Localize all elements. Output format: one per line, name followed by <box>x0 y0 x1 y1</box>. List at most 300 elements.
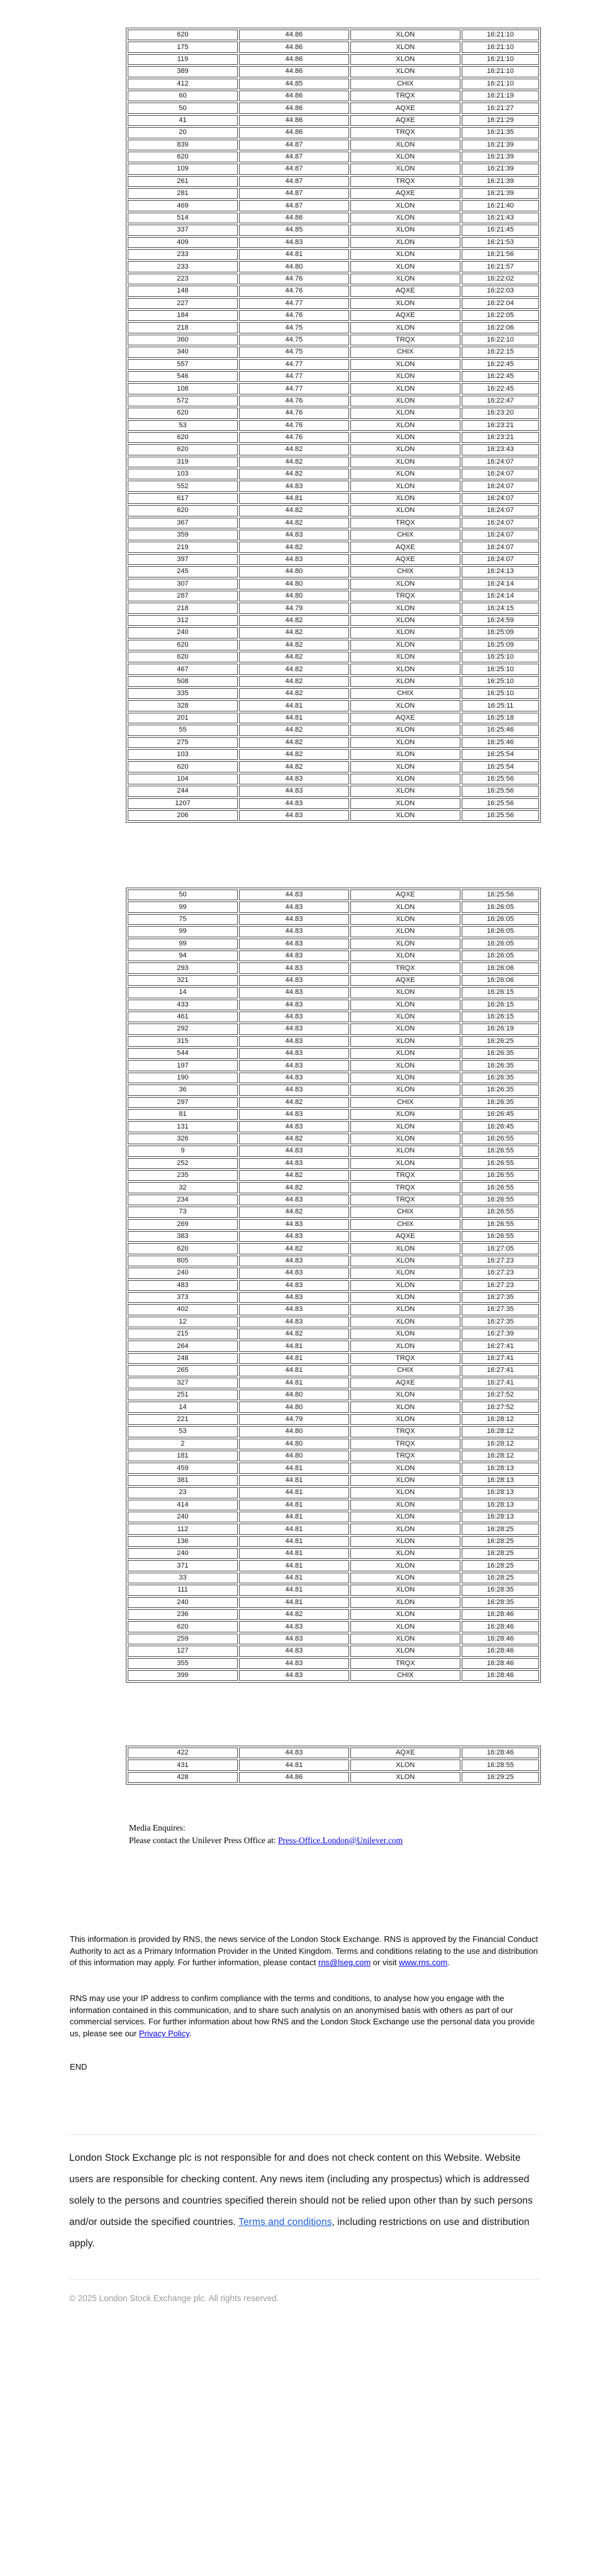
trade-row <box>128 1573 539 1583</box>
trade-cell-price: 44.83 <box>239 774 349 784</box>
trade-cell-venue: CHIX <box>350 79 460 89</box>
trade-cell-time: 16:28:13 <box>462 1500 539 1510</box>
rns-disclaimer-paragraph-1 <box>70 1934 546 1969</box>
trade-row <box>128 1585 539 1595</box>
trade-cell-volume: 508 <box>128 676 238 687</box>
trade-row <box>128 962 539 973</box>
trade-cell-price: 44.82 <box>239 676 349 687</box>
trade-cell-venue: XLON <box>350 200 460 211</box>
trade-cell-venue: CHIX <box>350 1219 460 1230</box>
trade-cell-volume: 326 <box>128 1134 238 1144</box>
trade-row <box>128 335 539 345</box>
trade-cell-time: 16:28:25 <box>462 1573 539 1583</box>
trade-cell-venue: XLON <box>350 1487 460 1498</box>
trade-row <box>128 1560 539 1571</box>
trade-cell-time: 16:26:55 <box>462 1134 539 1144</box>
trade-cell-time: 16:26:55 <box>462 1219 539 1230</box>
trade-cell-time: 16:24:07 <box>462 493 539 504</box>
trade-cell-time: 16:27:41 <box>462 1353 539 1364</box>
trade-cell-time: 16:28:25 <box>462 1524 539 1534</box>
trade-cell-price: 44.81 <box>239 1341 349 1351</box>
lse-footer-text-1: London Stock Exchange plc is not responsible for and does not check content on this Website. Website users are responsible for checking content. Any news item (including any prospectus) which is addressed solely to the persons and countries specified therein should not be relied upon other than by such persons and/or outside the specified countries. <box>69 2153 533 2228</box>
trade-cell-volume: 184 <box>128 310 238 321</box>
trade-cell-time: 16:26:55 <box>462 1158 539 1169</box>
trade-cell-price: 44.83 <box>239 1621 349 1632</box>
trade-cell-price: 44.75 <box>239 322 349 333</box>
trade-row <box>128 1609 539 1620</box>
trade-row <box>128 261 539 272</box>
trade-row <box>128 1097 539 1108</box>
media-enquiries-block <box>129 1822 519 1846</box>
trade-cell-price: 44.80 <box>239 261 349 272</box>
trade-cell-venue: XLON <box>350 1329 460 1339</box>
trade-cell-venue: XLON <box>350 1073 460 1083</box>
trade-cell-venue: XLON <box>350 1109 460 1120</box>
trade-cell-price: 44.82 <box>239 542 349 552</box>
trade-cell-time: 16:21:39 <box>462 140 539 150</box>
trade-cell-venue: TRQX <box>350 1170 460 1181</box>
trade-cell-time: 16:22:02 <box>462 274 539 284</box>
trade-cell-price: 44.83 <box>239 1012 349 1022</box>
trade-cell-time: 16:23:20 <box>462 408 539 418</box>
trade-row <box>128 810 539 821</box>
trade-cell-price: 44.75 <box>239 347 349 357</box>
trade-cell-venue: AQXE <box>350 542 460 552</box>
trade-cell-price: 44.86 <box>239 103 349 113</box>
trade-cell-venue: AQXE <box>350 188 460 199</box>
trade-cell-time: 16:28:46 <box>462 1748 539 1758</box>
trade-cell-venue: XLON <box>350 420 460 431</box>
trade-cell-price: 44.76 <box>239 310 349 321</box>
trade-cell-venue: XLON <box>350 774 460 784</box>
trade-cell-venue: TRQX <box>350 518 460 528</box>
trade-cell-volume: 119 <box>128 54 238 65</box>
trade-cell-venue: XLON <box>350 1280 460 1291</box>
trade-cell-venue: XLON <box>350 652 460 662</box>
trade-cell-venue: CHIX <box>350 688 460 699</box>
trade-cell-venue: XLON <box>350 1023 460 1034</box>
trade-cell-price: 44.81 <box>239 1463 349 1473</box>
trade-cell-time: 16:24:07 <box>462 554 539 565</box>
trade-cell-time: 16:25:46 <box>462 737 539 748</box>
trade-cell-venue: XLON <box>350 30 460 40</box>
trade-cell-time: 16:28:55 <box>462 1759 539 1770</box>
trade-cell-time: 16:23:43 <box>462 444 539 455</box>
trade-row <box>128 1121 539 1132</box>
trade-row <box>128 1195 539 1205</box>
trade-cell-volume: 131 <box>128 1121 238 1132</box>
trade-row <box>128 1634 539 1644</box>
rns-para1-mid-text: or visit <box>370 1958 399 1968</box>
trade-cell-price: 44.81 <box>239 1759 349 1770</box>
trade-cell-venue: XLON <box>350 1536 460 1547</box>
trade-cell-price: 44.83 <box>239 1231 349 1242</box>
trade-cell-price: 44.83 <box>239 1109 349 1120</box>
trade-cell-time: 16:25:18 <box>462 713 539 723</box>
trade-cell-venue: AQXE <box>350 1378 460 1388</box>
trade-cell-venue: XLON <box>350 1256 460 1266</box>
trade-cell-venue: AQXE <box>350 889 460 900</box>
trade-row <box>128 54 539 65</box>
trade-cell-venue: XLON <box>350 469 460 479</box>
trade-cell-time: 16:26:35 <box>462 1084 539 1095</box>
trade-cell-volume: 55 <box>128 725 238 735</box>
trade-row <box>128 1439 539 1449</box>
trade-cell-time: 16:26:05 <box>462 939 539 949</box>
trade-row <box>128 1048 539 1059</box>
trade-cell-time: 16:26:55 <box>462 1231 539 1242</box>
trade-cell-price: 44.83 <box>239 1646 349 1656</box>
trade-cell-volume: 297 <box>128 1097 238 1108</box>
trade-cell-time: 16:25:10 <box>462 676 539 687</box>
trade-cell-price: 44.83 <box>239 786 349 796</box>
trade-cell-price: 44.77 <box>239 383 349 394</box>
trade-cell-time: 16:27:35 <box>462 1292 539 1303</box>
trade-cell-price: 44.86 <box>239 42 349 52</box>
trade-cell-time: 16:26:55 <box>462 1146 539 1156</box>
trade-cell-time: 16:21:10 <box>462 79 539 89</box>
trade-cell-volume: 328 <box>128 700 238 711</box>
trade-cell-price: 44.80 <box>239 1426 349 1437</box>
trade-cell-time: 16:27:41 <box>462 1365 539 1376</box>
trade-cell-price: 44.82 <box>239 1609 349 1620</box>
trade-row <box>128 1329 539 1339</box>
trade-cell-time: 16:21:57 <box>462 261 539 272</box>
trade-cell-price: 44.86 <box>239 213 349 223</box>
trade-cell-time: 16:26:35 <box>462 1073 539 1083</box>
trade-cell-time: 16:21:39 <box>462 152 539 162</box>
trade-cell-time: 16:24:59 <box>462 615 539 626</box>
trade-cell-venue: XLON <box>350 810 460 821</box>
trade-cell-volume: 236 <box>128 1609 238 1620</box>
trade-cell-venue: TRQX <box>350 1353 460 1364</box>
trade-cell-volume: 148 <box>128 286 238 296</box>
trade-cell-price: 44.83 <box>239 1304 349 1315</box>
trade-cell-volume: 14 <box>128 1402 238 1412</box>
trade-row <box>128 176 539 187</box>
trade-row <box>128 1243 539 1254</box>
trade-cell-time: 16:25:10 <box>462 664 539 674</box>
trade-cell-venue: CHIX <box>350 347 460 357</box>
trade-cell-venue: XLON <box>350 1500 460 1510</box>
trade-row <box>128 140 539 150</box>
trade-cell-venue: XLON <box>350 761 460 772</box>
trade-row <box>128 1341 539 1351</box>
trade-row <box>128 347 539 357</box>
trade-row <box>128 79 539 89</box>
footer-top-divider <box>69 2134 541 2135</box>
trade-row <box>128 505 539 516</box>
trade-cell-price: 44.82 <box>239 664 349 674</box>
trade-cell-volume: 335 <box>128 688 238 699</box>
trade-cell-price: 44.82 <box>239 1243 349 1254</box>
trade-cell-volume: 50 <box>128 889 238 900</box>
trade-cell-price: 44.82 <box>239 737 349 748</box>
trade-cell-venue: XLON <box>350 164 460 174</box>
trade-row <box>128 91 539 101</box>
trade-cell-volume: 469 <box>128 200 238 211</box>
trade-cell-time: 16:26:45 <box>462 1109 539 1120</box>
trade-cell-time: 16:28:35 <box>462 1597 539 1608</box>
trade-cell-volume: 20 <box>128 127 238 138</box>
trade-row <box>128 359 539 370</box>
trade-cell-time: 16:28:25 <box>462 1536 539 1547</box>
copyright-notice: © 2025 London Stock Exchange plc. All rights reserved. <box>69 2294 279 2303</box>
trade-cell-venue: XLON <box>350 225 460 235</box>
trade-cell-volume: 422 <box>128 1748 238 1758</box>
trade-cell-volume: 381 <box>128 1475 238 1486</box>
trade-row <box>128 1023 539 1034</box>
trade-cell-volume: 244 <box>128 786 238 796</box>
trade-cell-volume: 240 <box>128 1548 238 1559</box>
trade-cell-price: 44.83 <box>239 1121 349 1132</box>
trade-cell-volume: 373 <box>128 1292 238 1303</box>
trade-cell-volume: 50 <box>128 103 238 113</box>
trade-cell-price: 44.81 <box>239 1512 349 1522</box>
end-marker: END <box>70 2062 87 2071</box>
trade-cell-volume: 181 <box>128 1451 238 1461</box>
trade-row <box>128 1231 539 1242</box>
trade-cell-volume: 620 <box>128 408 238 418</box>
trade-cell-volume: 53 <box>128 1426 238 1437</box>
trade-row <box>128 627 539 638</box>
trade-cell-volume: 397 <box>128 554 238 565</box>
trade-cell-price: 44.87 <box>239 152 349 162</box>
trade-cell-price: 44.83 <box>239 901 349 912</box>
trade-cell-price: 44.86 <box>239 30 349 40</box>
media-enquiries-line <box>129 1834 519 1847</box>
trade-cell-time: 16:28:12 <box>462 1451 539 1461</box>
trade-cell-price: 44.81 <box>239 700 349 711</box>
trade-row <box>128 1000 539 1010</box>
trade-cell-volume: 359 <box>128 530 238 540</box>
trade-row <box>128 640 539 650</box>
trade-row <box>128 200 539 211</box>
trade-cell-venue: TRQX <box>350 127 460 138</box>
trade-cell-time: 16:21:29 <box>462 115 539 126</box>
trade-cell-volume: 433 <box>128 1000 238 1010</box>
trade-row <box>128 652 539 662</box>
trade-row <box>128 1536 539 1547</box>
trade-cell-volume: 2 <box>128 1439 238 1449</box>
trade-row <box>128 1073 539 1083</box>
trade-row <box>128 889 539 900</box>
rns-email-link[interactable]: rns@lseg.com <box>318 1958 371 1968</box>
trade-cell-time: 16:26:15 <box>462 1000 539 1010</box>
trade-cell-venue: AQXE <box>350 713 460 723</box>
terms-and-conditions-link[interactable]: Terms and conditions <box>238 2217 332 2228</box>
trade-cell-time: 16:21:35 <box>462 127 539 138</box>
trade-cell-price: 44.76 <box>239 274 349 284</box>
trade-cell-volume: 14 <box>128 987 238 998</box>
trade-cell-volume: 104 <box>128 774 238 784</box>
trade-cell-venue: XLON <box>350 1121 460 1132</box>
trade-row <box>128 725 539 735</box>
trade-cell-price: 44.81 <box>239 1536 349 1547</box>
trade-cell-volume: 617 <box>128 493 238 504</box>
trade-cell-time: 16:27:35 <box>462 1317 539 1327</box>
trade-cell-venue: XLON <box>350 1524 460 1534</box>
trade-cell-venue: XLON <box>350 140 460 150</box>
trade-cell-volume: 218 <box>128 322 238 333</box>
trade-cell-volume: 111 <box>128 1585 238 1595</box>
trade-cell-venue: AQXE <box>350 286 460 296</box>
trade-cell-venue: XLON <box>350 798 460 809</box>
trade-cell-time: 16:24:14 <box>462 591 539 601</box>
trade-cell-time: 16:26:05 <box>462 951 539 961</box>
trade-cell-price: 44.80 <box>239 1390 349 1400</box>
trade-cell-price: 44.83 <box>239 1670 349 1681</box>
trade-cell-venue: AQXE <box>350 1231 460 1242</box>
trade-cell-price: 44.86 <box>239 66 349 77</box>
trade-cell-price: 44.82 <box>239 688 349 699</box>
trade-cell-volume: 41 <box>128 115 238 126</box>
trade-cell-venue: XLON <box>350 1646 460 1656</box>
trade-cell-volume: 355 <box>128 1658 238 1669</box>
trade-cell-price: 44.83 <box>239 939 349 949</box>
trade-row <box>128 1748 539 1758</box>
trade-cell-volume: 223 <box>128 274 238 284</box>
trade-cell-time: 16:26:06 <box>462 962 539 973</box>
trade-row <box>128 1219 539 1230</box>
trade-cell-venue: XLON <box>350 54 460 65</box>
trade-cell-time: 16:25:46 <box>462 725 539 735</box>
trade-cell-price: 44.80 <box>239 1439 349 1449</box>
press-office-email-link[interactable]: Press-Office.London@Unilever.com <box>278 1835 403 1845</box>
trade-cell-venue: XLON <box>350 383 460 394</box>
rns-disclaimer-paragraph-2 <box>70 1993 546 2040</box>
trade-cell-time: 16:24:07 <box>462 542 539 552</box>
trade-cell-venue: XLON <box>350 1390 460 1400</box>
trade-cell-venue: XLON <box>350 66 460 77</box>
trade-cell-volume: 402 <box>128 1304 238 1315</box>
trade-cell-venue: XLON <box>350 640 460 650</box>
trade-cell-price: 44.83 <box>239 1748 349 1758</box>
trade-cell-price: 44.83 <box>239 889 349 900</box>
trade-row <box>128 103 539 113</box>
trade-row <box>128 1292 539 1303</box>
trade-cell-price: 44.82 <box>239 1329 349 1339</box>
trade-cell-price: 44.77 <box>239 298 349 309</box>
trade-cell-volume: 340 <box>128 347 238 357</box>
trade-row <box>128 115 539 126</box>
trade-cell-price: 44.79 <box>239 1414 349 1425</box>
trade-cell-volume: 127 <box>128 1646 238 1656</box>
trade-cell-volume: 109 <box>128 164 238 174</box>
trade-row <box>128 987 539 998</box>
trade-cell-time: 16:24:13 <box>462 566 539 577</box>
trade-cell-venue: XLON <box>350 1402 460 1412</box>
trade-row <box>128 1182 539 1193</box>
trade-cell-time: 16:21:53 <box>462 237 539 248</box>
trade-cell-venue: XLON <box>350 1304 460 1315</box>
trade-cell-volume: 544 <box>128 1048 238 1059</box>
trade-cell-venue: AQXE <box>350 103 460 113</box>
trade-cell-volume: 99 <box>128 939 238 949</box>
trade-cell-time: 16:21:10 <box>462 66 539 77</box>
trade-cell-venue: XLON <box>350 1134 460 1144</box>
trade-row <box>128 1353 539 1364</box>
trade-row <box>128 1512 539 1522</box>
rns-website-link[interactable]: www.rns.com <box>399 1958 448 1968</box>
trade-cell-venue: XLON <box>350 1292 460 1303</box>
trade-cell-price: 44.83 <box>239 962 349 973</box>
trade-cell-price: 44.76 <box>239 420 349 431</box>
trade-cell-volume: 572 <box>128 396 238 406</box>
trade-row <box>128 1658 539 1669</box>
trade-cell-volume: 206 <box>128 810 238 821</box>
trade-cell-price: 44.83 <box>239 1048 349 1059</box>
trade-cell-venue: XLON <box>350 901 460 912</box>
trade-cell-volume: 399 <box>128 1670 238 1681</box>
trade-row <box>128 749 539 760</box>
rns-para1-text: This information is provided by RNS, the news service of the London Stock Exchange. RNS is approved by the Financial Conduct Authority to act as a Primary Information Provider in the United Kingdom. Terms and conditions relating to the use and distribution of this information may apply. For further information, please contact <box>70 1934 538 1968</box>
trade-cell-time: 16:26:55 <box>462 1207 539 1217</box>
trade-row <box>128 42 539 52</box>
trade-cell-venue: XLON <box>350 493 460 504</box>
lse-footer-text-2: , including restrictions on use and distribution apply. <box>69 2217 530 2249</box>
trade-cell-price: 44.82 <box>239 749 349 760</box>
trade-cell-time: 16:28:12 <box>462 1414 539 1425</box>
trade-cell-volume: 620 <box>128 1621 238 1632</box>
trade-cell-price: 44.83 <box>239 1292 349 1303</box>
trade-cell-venue: XLON <box>350 1597 460 1608</box>
privacy-policy-link[interactable]: Privacy Policy <box>138 2029 189 2039</box>
trade-cell-venue: XLON <box>350 664 460 674</box>
trade-cell-venue: XLON <box>350 603 460 613</box>
trade-cell-time: 16:27:23 <box>462 1256 539 1266</box>
trade-row <box>128 127 539 138</box>
trade-cell-price: 44.83 <box>239 481 349 491</box>
trade-cell-volume: 620 <box>128 1243 238 1254</box>
trade-cell-time: 16:26:35 <box>462 1097 539 1108</box>
trade-cell-volume: 9 <box>128 1146 238 1156</box>
media-enquiries-heading: Media Enquires: <box>129 1823 186 1832</box>
trade-cell-venue: XLON <box>350 615 460 626</box>
trade-row <box>128 249 539 260</box>
trade-cell-venue: XLON <box>350 1414 460 1425</box>
trade-row <box>128 1475 539 1486</box>
trade-cell-venue: XLON <box>350 371 460 382</box>
trade-cell-price: 44.77 <box>239 359 349 370</box>
trade-row <box>128 1060 539 1071</box>
trade-cell-venue: XLON <box>350 579 460 589</box>
trade-cell-venue: XLON <box>350 1772 460 1783</box>
trade-cell-time: 16:24:14 <box>462 579 539 589</box>
trade-cell-price: 44.76 <box>239 408 349 418</box>
trade-cell-time: 16:28:35 <box>462 1585 539 1595</box>
trade-cell-price: 44.87 <box>239 200 349 211</box>
trade-cell-volume: 218 <box>128 603 238 613</box>
trade-cell-volume: 275 <box>128 737 238 748</box>
trade-cell-venue: XLON <box>350 700 460 711</box>
trade-cell-volume: 248 <box>128 1353 238 1364</box>
trade-cell-volume: 312 <box>128 615 238 626</box>
trade-cell-price: 44.81 <box>239 1560 349 1571</box>
trade-cell-volume: 265 <box>128 1365 238 1376</box>
trade-cell-time: 16:28:13 <box>462 1475 539 1486</box>
trade-cell-venue: XLON <box>350 737 460 748</box>
trade-cell-time: 16:21:39 <box>462 164 539 174</box>
trade-cell-volume: 367 <box>128 518 238 528</box>
trade-row <box>128 286 539 296</box>
trade-cell-price: 44.83 <box>239 1280 349 1291</box>
trade-cell-venue: XLON <box>350 1548 460 1559</box>
trade-cell-volume: 12 <box>128 1317 238 1327</box>
trade-row <box>128 700 539 711</box>
trade-cell-price: 44.83 <box>239 926 349 937</box>
trade-cell-venue: XLON <box>350 152 460 162</box>
